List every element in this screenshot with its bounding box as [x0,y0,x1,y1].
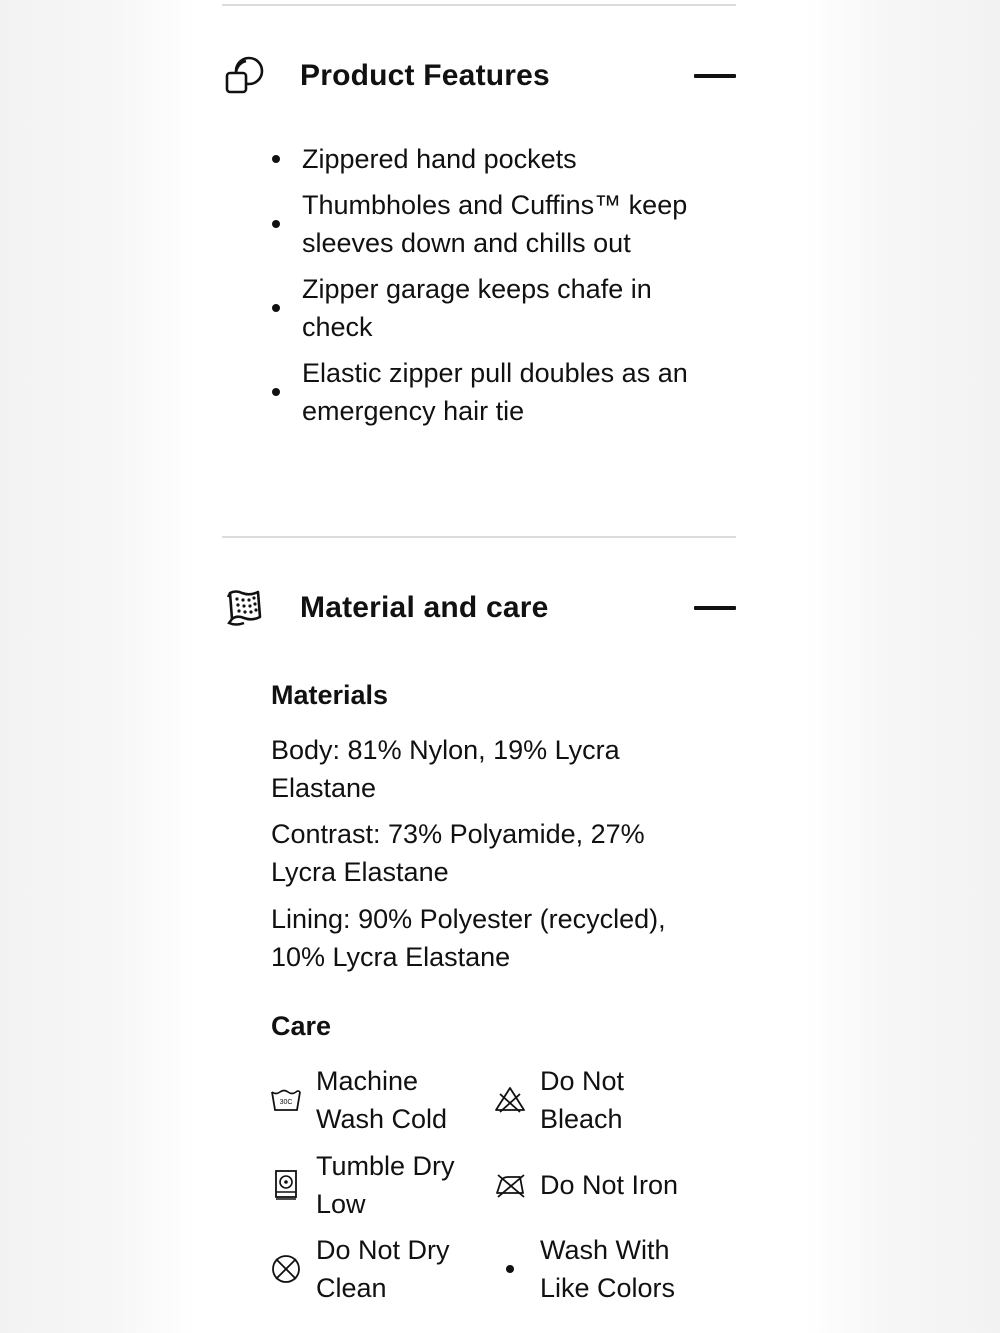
material-care-title: Material and care [300,591,549,624]
wash-30c-icon [270,1084,302,1116]
care-item-do-not-iron [494,1166,714,1204]
bullet-icon [272,155,280,163]
minus-icon [694,74,736,78]
list-item: Zippered hand pockets [270,140,690,178]
care-item-do-not-bleach [494,1062,694,1138]
care-item-wash-like-colors [494,1231,704,1307]
care-label: Machine Wash Cold [316,1066,448,1134]
fabric-swatch-icon [222,585,268,631]
materials-heading: Materials [271,680,389,710]
minus-icon [694,606,736,610]
do-not-bleach-icon [494,1084,526,1116]
do-not-dry-clean-icon [270,1253,302,1285]
list-item: Thumbholes and Cuffins™ keep sleeves down and chills out [270,186,702,262]
divider-top [222,4,736,6]
product-features-list [270,140,690,438]
overlapping-circle-square-icon [222,53,268,99]
material-contrast: Contrast: 73% Polyamide, 27% Lycra Elastane [271,819,645,887]
material-body: Body: 81% Nylon, 19% Lycra Elastane [271,735,620,803]
collapse-material-care-button[interactable] [692,586,736,630]
care-item-tumble-dry-low [270,1147,480,1223]
care-item-machine-wash [270,1062,470,1138]
bullet-icon [272,304,280,312]
bullet-icon [272,388,280,396]
collapse-product-features-button[interactable] [692,54,736,98]
product-features-title: Product Features [300,59,550,92]
care-label: Do Not Bleach [540,1066,625,1134]
material-care-header[interactable] [222,580,736,636]
care-label: Do Not Iron [540,1170,679,1200]
bullet-icon [272,220,280,228]
material-lining: Lining: 90% Polyester (recycled), 10% Lycra Elastane [271,904,666,972]
product-features-header[interactable] [222,48,736,104]
do-not-iron-icon [494,1169,526,1201]
care-label: Wash With Like Colors [540,1235,676,1303]
care-heading: Care [271,1011,332,1041]
svg-text:30C: 30C [279,1099,293,1106]
care-label: Tumble Dry Low [316,1151,455,1219]
list-item: Elastic zipper pull doubles as an emergency hair tie [270,354,702,430]
tumble-dry-low-icon [270,1169,302,1201]
list-item: Zipper garage keeps chafe in check [270,270,702,346]
care-label: Do Not Dry Clean [316,1235,450,1303]
bullet-dot-icon [494,1253,526,1285]
care-item-do-not-dry-clean [270,1231,480,1307]
divider-middle [222,536,736,538]
